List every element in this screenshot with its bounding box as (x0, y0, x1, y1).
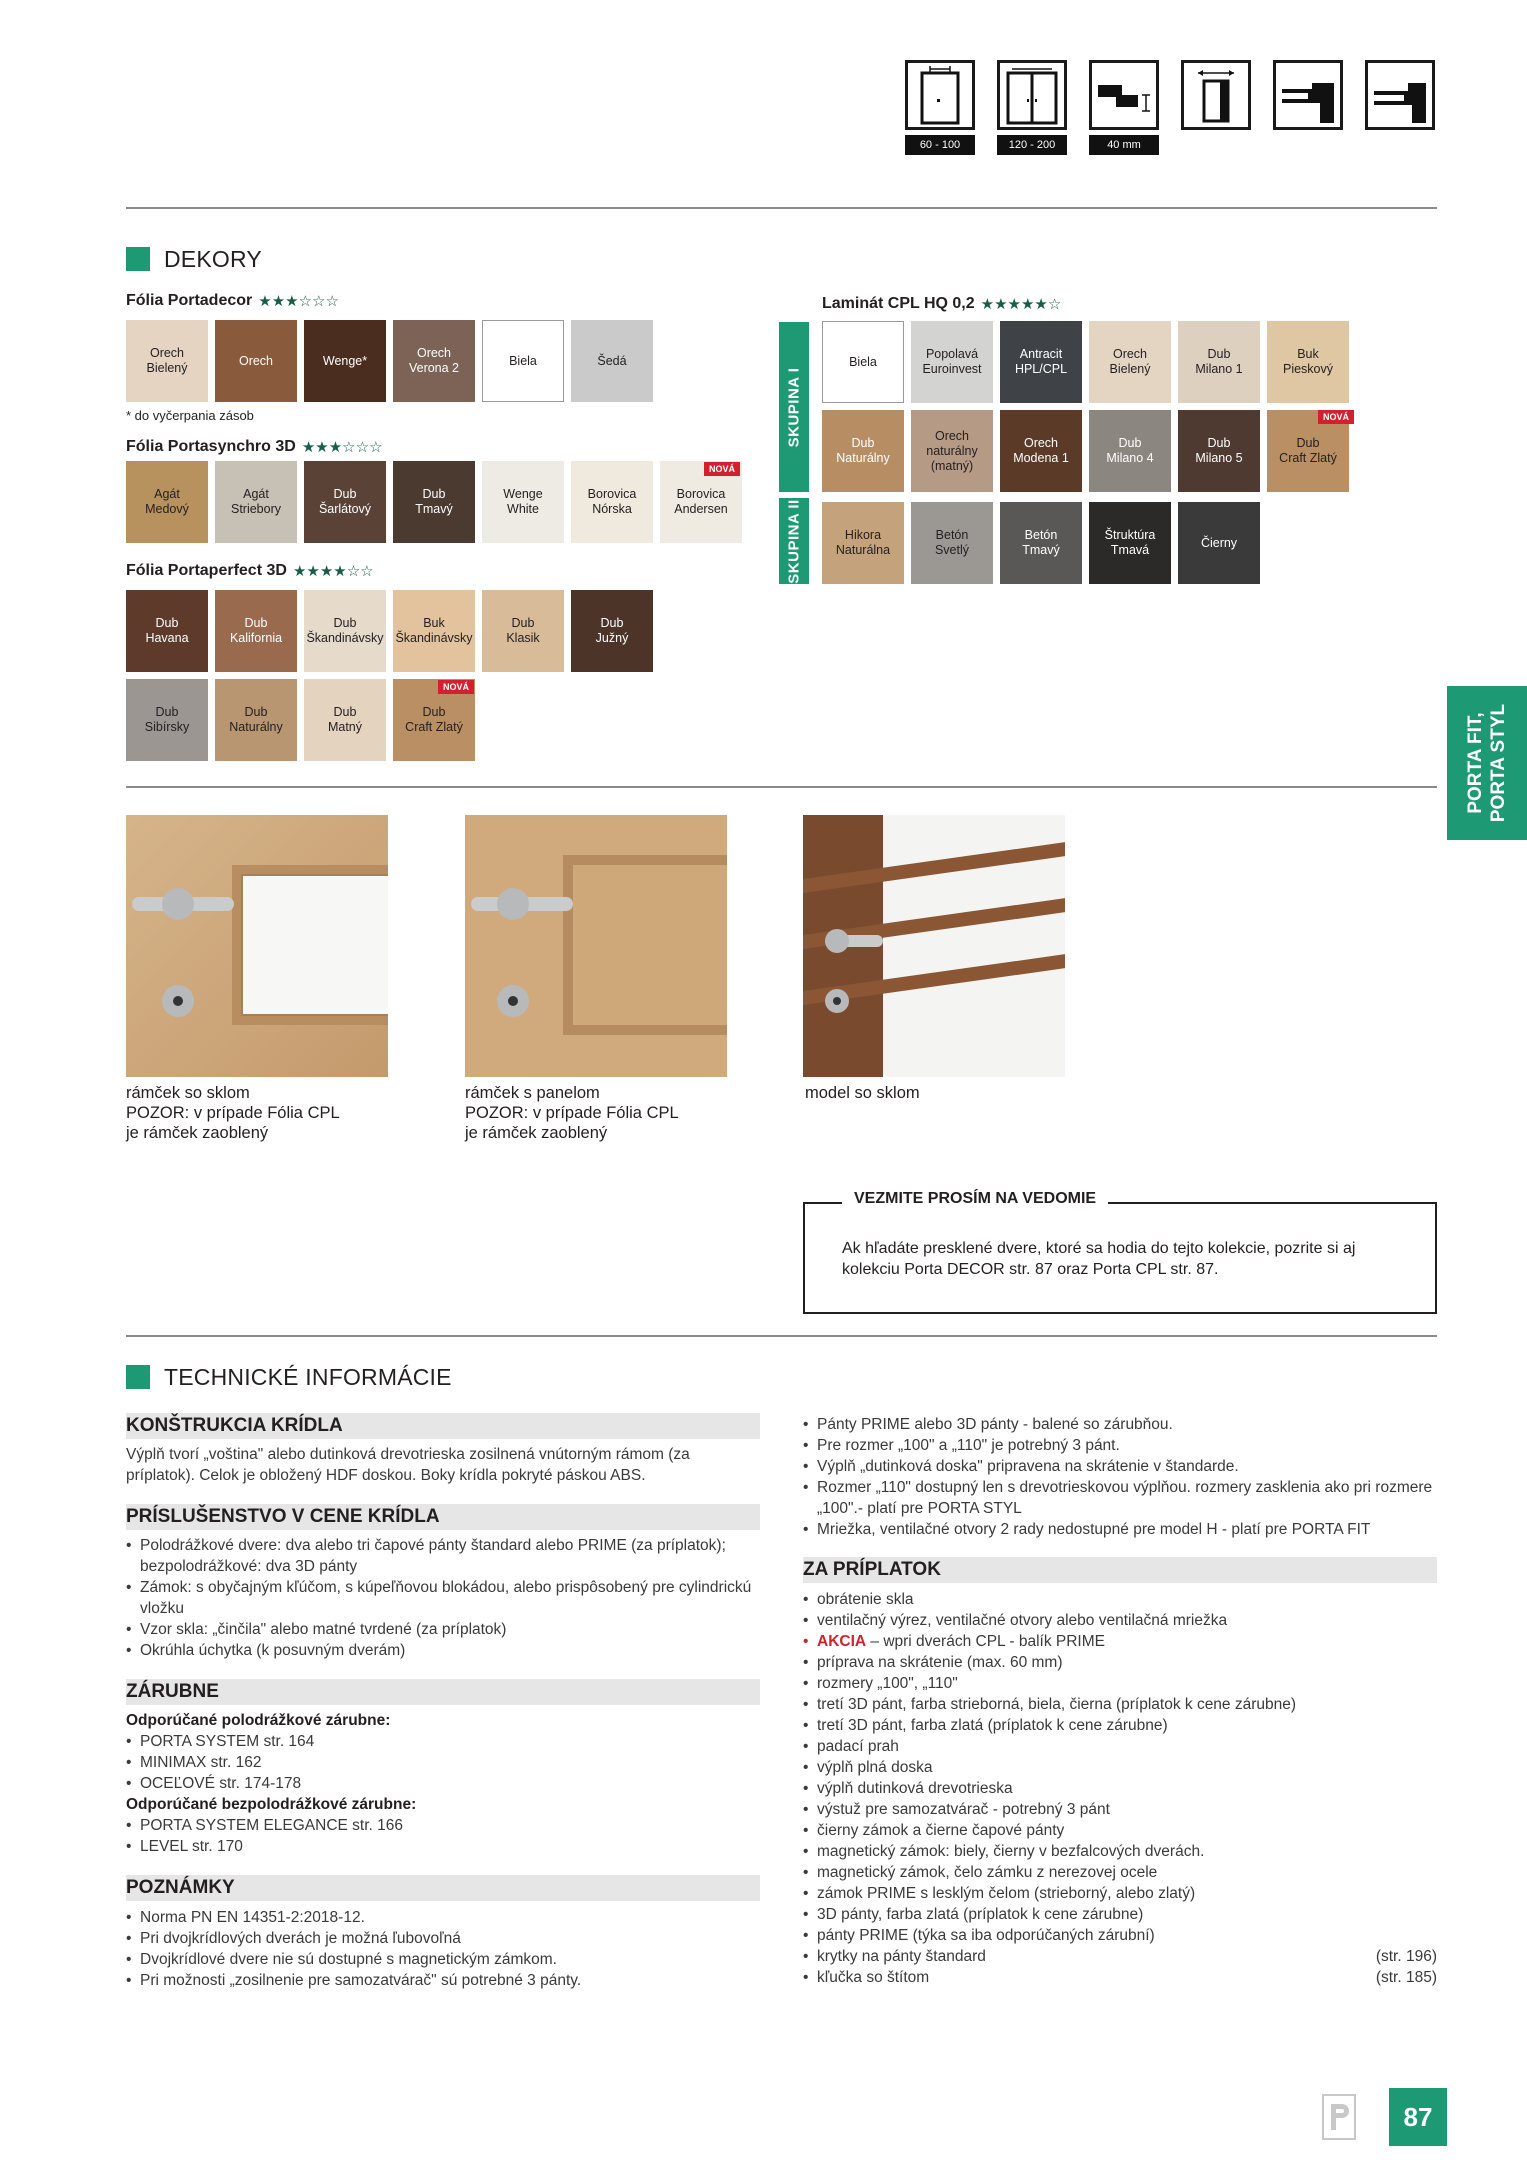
decor-swatch (1000, 502, 1082, 584)
laminat-heading (822, 295, 1061, 313)
decor-swatch-label: Dub Milano 1 (1195, 347, 1243, 376)
rebated-frame-icon (1273, 60, 1343, 130)
accessories-header (126, 1504, 760, 1530)
divider (126, 786, 1437, 788)
list-item: • LEVEL str. 170 (126, 1836, 756, 1857)
decor-swatch-label: Orech Modena 1 (1013, 436, 1069, 465)
decor-swatch (1000, 321, 1082, 403)
group-1-label: SKUPINA I (785, 367, 803, 447)
frames-header (126, 1679, 760, 1705)
construction-text: Výplň tvorí „voština" alebo dutinková drevotrieska zosilnená vnútorným rámom (za príplatok). Celok je obložený HDF doskou. Boky krídla pokryté páskou ABS. (126, 1446, 690, 1484)
decor-swatch (482, 461, 564, 543)
list-item: • pánty PRIME (týka sa iba odporúčaných zárubní) (803, 1925, 1437, 1946)
list-item-with-page-ref (803, 1946, 1437, 1967)
list-item: • 3D pánty, farba zlatá (príplatok k cene zárubne) (803, 1904, 1437, 1925)
decor-swatch (215, 590, 297, 672)
list-item: • Vzor skla: „činčila" alebo matné tvrdené (za príplatok) (126, 1619, 756, 1640)
notes-title: POZNÁMKY (126, 1877, 235, 1898)
decor-swatch (304, 320, 386, 402)
list-item: • obrátenie skla (803, 1589, 1437, 1610)
decor-swatch (304, 679, 386, 761)
list-item: • Pánty PRIME alebo 3D pánty - balené so zárubňou. (803, 1414, 1437, 1435)
flush-frame-icon (1365, 60, 1435, 130)
notice-title: VEZMITE PROSÍM NA VEDOMIE (842, 1190, 1108, 1208)
collection-side-tab (1447, 686, 1527, 840)
decor-swatch (393, 320, 475, 402)
list-item: • Rozmer „110" dostupný len s drevotrieskovou výplňou. rozmery zasklenia ako pri rozmere „100".- platí pre PORTA STYL (803, 1477, 1437, 1519)
side-tab-line-1: PORTA FIT, (1465, 712, 1487, 814)
decor-swatch-label: Dub Klasik (506, 616, 540, 645)
list-item: • magnetický zámok: biely, čierny v bezfalcových dverách. (803, 1841, 1437, 1862)
notes-header (126, 1875, 760, 1901)
decor-swatch-label: Orech Bielený (1109, 347, 1151, 376)
dekory-title: DEKORY (164, 245, 262, 272)
list-item: • Okrúhla úchytka (k posuvným dverám) (126, 1640, 756, 1661)
decor-swatch-label: Dub Havana (145, 616, 189, 645)
list-item: • PORTA SYSTEM str. 164 (126, 1731, 756, 1752)
decor-swatch (215, 320, 297, 402)
laminat-title: Laminát CPL HQ 0,2 (822, 295, 975, 312)
decor-swatch-label: Dub Tmavý (415, 487, 453, 516)
decor-swatch (215, 461, 297, 543)
list-item: • padací prah (803, 1736, 1437, 1757)
group-1-tab (779, 322, 809, 492)
list-item: • Pre rozmer „100" a „110" je potrebný 3 pánt. (803, 1435, 1437, 1456)
porta-logo-icon (1322, 2094, 1356, 2140)
decor-swatch (304, 461, 386, 543)
construction-title: KONŠTRUKCIA KRÍDLA (126, 1415, 343, 1436)
section-marker (126, 247, 150, 271)
frames-title: ZÁRUBNE (126, 1681, 219, 1702)
decor-swatch-label: Šedá (597, 353, 627, 368)
list-item: • výstuž pre samozatvárač - potrebný 3 pánt (803, 1799, 1437, 1820)
decor-swatch-label: Dub Kalifornia (229, 616, 283, 645)
decor-swatch (1178, 321, 1260, 403)
accessories-list (126, 1535, 756, 1661)
decor-swatch-label: Biela (849, 354, 877, 369)
decor-swatch (1089, 410, 1171, 492)
list-item: • MINIMAX str. 162 (126, 1752, 756, 1773)
decor-swatch (482, 590, 564, 672)
list-item: • PORTA SYSTEM ELEGANCE str. 166 (126, 1815, 756, 1836)
decor-swatch-label: Štruktúra Tmavá (1104, 528, 1156, 557)
width-label: 60 - 100 (905, 135, 975, 155)
page-reference: (str. 196) (1375, 1948, 1437, 1965)
rebated-frames-heading: Odporúčané polodrážkové zárubne: (126, 1712, 391, 1729)
dekory-heading (126, 243, 262, 275)
list-item: • výplň plná doska (803, 1757, 1437, 1778)
decor-swatch-label: Borovica Nórska (587, 487, 637, 516)
photo-frame-with-glass (126, 815, 388, 1077)
decor-swatch (911, 321, 993, 403)
list-item: • magnetický zámok, čelo zámku z nerezovej ocele (803, 1862, 1437, 1883)
decor-swatch-label: Dub Naturálny (836, 436, 890, 465)
decor-swatch (1267, 321, 1349, 403)
list-item: • tretí 3D pánt, farba zlatá (príplatok k cene zárubne) (803, 1715, 1437, 1736)
decor-swatch (1000, 410, 1082, 492)
list-item-with-page-ref (803, 1967, 1437, 1988)
promo-text: – wpri dverách CPL - balík PRIME (866, 1633, 1105, 1650)
tech-heading (126, 1361, 452, 1393)
surcharge-title: ZA PRÍPLATOK (803, 1559, 941, 1580)
caption-model-glass (805, 1083, 1105, 1103)
list-item: • zámok PRIME s lesklým čelom (strieborný, alebo zlatý) (803, 1883, 1437, 1904)
promo-label: AKCIA (817, 1633, 867, 1650)
decor-swatch-label: Dub Sibírsky (144, 705, 190, 734)
caption-frame-glass (126, 1083, 426, 1143)
portaperfect-heading (126, 562, 374, 580)
decor-swatch (393, 590, 475, 672)
decor-swatch (304, 590, 386, 672)
decor-swatch-label: Buk Škandinávsky (395, 616, 473, 645)
decor-swatch (822, 321, 904, 403)
decor-swatch-label: Betón Tmavý (1022, 528, 1060, 557)
list-item-text: kľučka so štítom (817, 1969, 930, 1986)
list-item: • Zámok: s obyčajným kľúčom, s kúpeľňovou blokádou, alebo prispôsobený pre cylindrickú vložku (126, 1577, 756, 1619)
page-reference: (str. 185) (1375, 1969, 1437, 1986)
portadecor-heading (126, 292, 339, 310)
construction-header (126, 1413, 760, 1439)
thickness-icon (1089, 60, 1159, 130)
surcharge-header (803, 1557, 1437, 1583)
photo-model-with-glass (803, 815, 1065, 1077)
rating-stars: ★★★★★☆ (980, 296, 1062, 313)
decor-swatch-label: Čierny (1200, 535, 1238, 550)
list-item: • rozmery „100", „110" (803, 1673, 1437, 1694)
decor-swatch-label: Dub Milano 5 (1195, 436, 1243, 465)
photo-frame-with-panel (465, 815, 727, 1077)
decor-swatch (126, 590, 208, 672)
list-item: • Mriežka, ventilačné otvory 2 rady nedostupné pre model H - platí pre PORTA FIT (803, 1519, 1437, 1540)
decor-swatch (1089, 321, 1171, 403)
side-tab-line-2: PORTA STYL (1488, 703, 1510, 823)
photo-caption-text: rámček s panelom POZOR: v prípade Fólia CPL je rámček zaoblený (465, 1084, 679, 1142)
decor-swatch (126, 461, 208, 543)
caption-frame-panel (465, 1083, 765, 1143)
decor-swatch-label: Orech (238, 353, 274, 368)
thickness-label: 40 mm (1089, 135, 1159, 155)
decor-swatch (126, 320, 208, 402)
list-item: • Dvojkrídlové dvere nie sú dostupné s magnetickým zámkom. (126, 1949, 756, 1970)
decor-swatch-label: Dub Milano 4 (1106, 436, 1154, 465)
decor-swatch-label: Hikora Naturálna (835, 528, 891, 557)
frame-width-icon (1181, 60, 1251, 130)
list-item: • Výplň „dutinková doska" pripravena na skrátenie v štandarde. (803, 1456, 1437, 1477)
portasynchro-heading (126, 438, 383, 456)
decor-swatch-label: Biela (509, 353, 537, 368)
section-marker (126, 1365, 150, 1389)
decor-swatch-label: Betón Svetlý (934, 528, 970, 557)
decor-swatch-label: Dub Naturálny (229, 705, 283, 734)
list-item-text: krytky na pánty štandard (817, 1948, 986, 1965)
list-item: • OCEĽOVÉ str. 174-178 (126, 1773, 756, 1794)
decor-swatch (822, 410, 904, 492)
decor-swatch-label: Dub Južný (595, 616, 629, 645)
decor-swatch (911, 410, 993, 492)
list-item (803, 1631, 1437, 1652)
double-door-icon (997, 60, 1067, 130)
flush-frames-heading: Odporúčané bezpolodrážkové zárubne: (126, 1796, 417, 1813)
portasynchro-title: Fólia Portasynchro 3D (126, 438, 296, 455)
frames-list (126, 1710, 756, 1857)
rating-stars: ★★★☆☆☆ (258, 293, 339, 310)
list-item: • príprava na skrátenie (max. 60 mm) (803, 1652, 1437, 1673)
page-number: 87 (1389, 2088, 1447, 2146)
decor-swatch (482, 320, 564, 402)
decor-swatch-label: Antracit HPL/CPL (1014, 347, 1068, 376)
surcharge-list (803, 1589, 1437, 1988)
accessories-title: PRÍSLUŠENSTVO V CENE KRÍDLA (126, 1506, 440, 1527)
decor-swatch-label: Dub Craft Zlatý (405, 705, 463, 734)
decor-swatch (1089, 502, 1171, 584)
divider (126, 1335, 1437, 1337)
rating-stars: ★★★★☆☆ (292, 563, 374, 580)
decor-swatch (571, 590, 653, 672)
decor-swatch (126, 679, 208, 761)
notes-list (126, 1907, 756, 1991)
list-item: • výplň dutinková drevotrieska (803, 1778, 1437, 1799)
decor-swatch-label: Orech Bielený (146, 346, 188, 375)
photo-caption-text: rámček so sklom POZOR: v prípade Fólia CPL je rámček zaoblený (126, 1084, 340, 1142)
decor-swatch (1178, 502, 1260, 584)
photo-caption-text: model so sklom (805, 1084, 920, 1102)
decor-swatch (1178, 410, 1260, 492)
list-item: • ventilačný výrez, ventilačné otvory alebo ventilačná mriežka (803, 1610, 1437, 1631)
decor-swatch-label: Wenge* (322, 353, 368, 368)
decor-swatch (822, 502, 904, 584)
list-item: • tretí 3D pánt, farba strieborná, biela, čierna (príplatok k cene zárubne) (803, 1694, 1437, 1715)
decor-swatch-label: Agát Striebory (230, 487, 282, 516)
decor-swatch-label: Wenge White (503, 487, 543, 516)
rating-stars: ★★★☆☆☆ (301, 439, 383, 456)
new-badge: NOVÁ (704, 462, 740, 476)
decor-swatch-label: Orech naturálny (matný) (926, 428, 978, 473)
divider (126, 207, 1437, 209)
notice-text: Ak hľadáte presklené dvere, ktoré sa hodia do tejto kolekcie, pozrite si aj kolekciu Porta DECOR str. 87 oraz Porta CPL str. 87. (842, 1240, 1356, 1278)
decor-swatch-label: Borovica Andersen (674, 487, 728, 516)
decor-swatch-label: Orech Verona 2 (408, 346, 460, 375)
tech-title: TECHNICKÉ INFORMÁCIE (164, 1363, 452, 1390)
width-double-label: 120 - 200 (997, 135, 1067, 155)
new-badge: NOVÁ (1318, 410, 1354, 424)
list-item: • Pri možnosti „zosilnenie pre samozatvárač" sú potrebné 3 pánty. (126, 1970, 756, 1991)
new-badge: NOVÁ (438, 680, 474, 694)
decor-swatch-label: Dub Matný (327, 705, 363, 734)
decor-swatch-label: Dub Craft Zlatý (1279, 436, 1337, 465)
decor-swatch (911, 502, 993, 584)
group-2-label: SKUPINA II (785, 498, 803, 584)
list-item: • Norma PN EN 14351-2:2018-12. (126, 1907, 756, 1928)
decor-swatch-label: Dub Šarlátový (318, 487, 372, 516)
portaperfect-title: Fólia Portaperfect 3D (126, 562, 287, 579)
decor-swatch-label: Buk Pieskový (1282, 347, 1334, 376)
list-item: • čierny zámok a čierne čapové pánty (803, 1820, 1437, 1841)
decor-swatch (571, 461, 653, 543)
stock-note: * do vyčerpania zásob (126, 408, 254, 423)
single-door-icon (905, 60, 975, 130)
decor-swatch-label: Dub Škandinávsky (306, 616, 384, 645)
decor-swatch-label: Popolavá Euroinvest (922, 347, 982, 376)
list-item: • Pri dvojkrídlových dverách je možná ľubovoľná (126, 1928, 756, 1949)
decor-swatch (393, 461, 475, 543)
group-2-tab (779, 498, 809, 584)
portadecor-title: Fólia Portadecor (126, 292, 253, 309)
decor-swatch (571, 320, 653, 402)
hinges-info-list (803, 1414, 1437, 1540)
decor-swatch-label: Agát Medový (145, 487, 189, 516)
list-item: • Polodrážkové dvere: dva alebo tri čapové pánty štandard alebo PRIME (za príplatok); bezpolodrážkové: dva 3D pánty (126, 1535, 756, 1577)
decor-swatch (215, 679, 297, 761)
